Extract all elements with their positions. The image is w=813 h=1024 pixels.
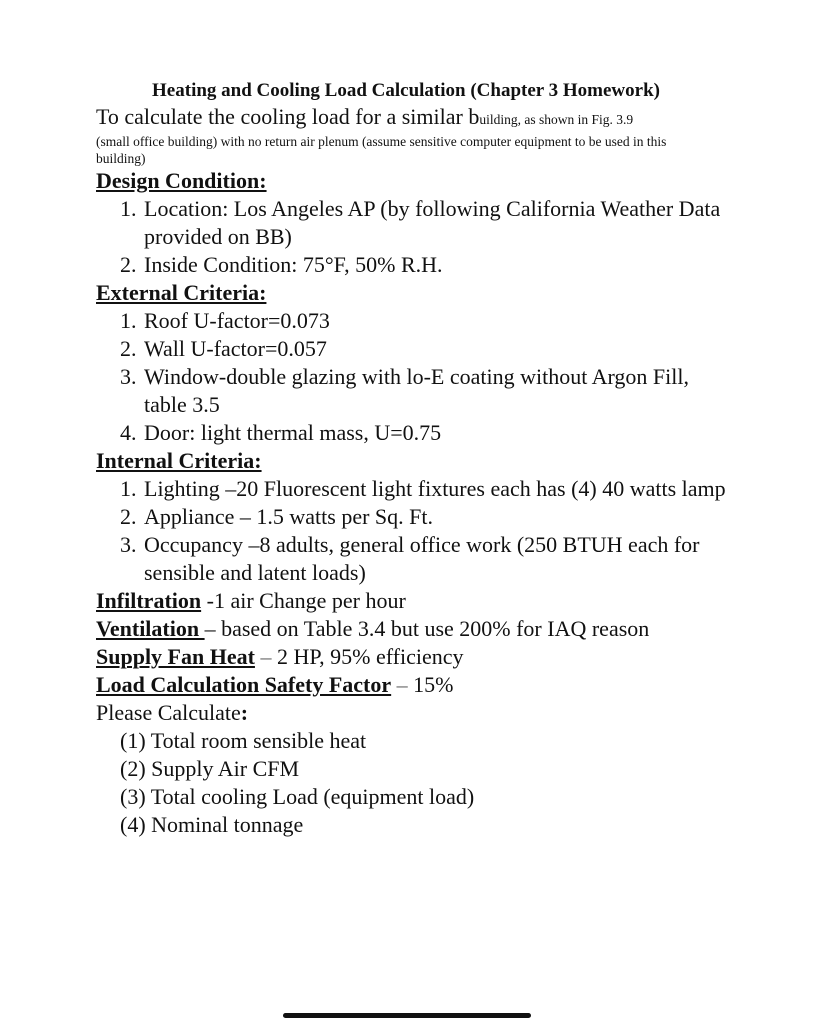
supply-fan-label: Supply Fan Heat xyxy=(96,644,255,669)
supply-fan-line xyxy=(96,643,736,671)
intro-large-text: To calculate the cooling load for a similar b xyxy=(96,104,480,129)
supply-fan-dash: – xyxy=(254,644,277,669)
please-calculate-colon: : xyxy=(240,700,249,725)
intro-rest-text: (small office building) with no return air plenum (assume sensitive computer equipment to be used in this building) xyxy=(96,134,667,166)
list-item xyxy=(96,195,736,251)
list-item xyxy=(96,475,736,503)
list-item-text: Lighting –20 Fluorescent light fixtures each has (4) 40 watts lamp xyxy=(144,476,726,501)
list-item xyxy=(96,251,736,279)
list-item-number: 1. xyxy=(120,196,137,221)
list-item: (4) Nominal tonnage xyxy=(120,812,304,837)
list-item-number: 2. xyxy=(120,252,137,277)
ventilation-line xyxy=(96,615,736,643)
please-calculate-line xyxy=(96,699,736,727)
external-criteria-list xyxy=(96,307,736,447)
list-item xyxy=(96,363,736,419)
list-item-number: 4. xyxy=(120,420,137,445)
list-item-text: Window-double glazing with lo-E coating without Argon Fill, table 3.5 xyxy=(144,364,689,417)
list-item xyxy=(96,419,736,447)
infiltration-text: -1 air Change per hour xyxy=(201,588,406,613)
infiltration-label: Infiltration xyxy=(96,588,202,613)
list-item-text: Door: light thermal mass, U=0.75 xyxy=(144,420,442,445)
safety-factor-text: 15% xyxy=(413,672,454,697)
list-item-text: Wall U-factor=0.057 xyxy=(144,336,327,361)
please-calculate-text: Please Calculate xyxy=(96,700,241,725)
list-item-text: Occupancy –8 adults, general office work (250 BTUH each for sensible and latent loads) xyxy=(144,532,700,585)
list-item-text: Location: Los Angeles AP (by following California Weather Data provided on BB) xyxy=(144,196,721,249)
list-item-number: 2. xyxy=(120,504,137,529)
list-item-text: Roof U-factor=0.073 xyxy=(144,308,330,333)
homework-document xyxy=(96,78,736,839)
intro-small-text: uilding, as shown in Fig. 3.9 xyxy=(479,112,634,127)
list-item: (1) Total room sensible heat xyxy=(120,728,367,753)
list-item xyxy=(96,335,736,363)
list-item-text: Appliance – 1.5 watts per Sq. Ft. xyxy=(144,504,434,529)
list-item: (2) Supply Air CFM xyxy=(120,756,300,781)
internal-criteria-heading: Internal Criteria: xyxy=(96,448,262,473)
infiltration-line xyxy=(96,587,736,615)
ventilation-label: Ventilation xyxy=(96,616,205,641)
safety-factor-label: Load Calculation Safety Factor xyxy=(96,672,392,697)
list-item-number: 3. xyxy=(120,532,137,557)
design-condition-list xyxy=(96,195,736,279)
design-condition-heading: Design Condition: xyxy=(96,168,267,193)
list-item-text: Inside Condition: 75°F, 50% R.H. xyxy=(144,252,443,277)
document-title: Heating and Cooling Load Calculation (Chapter 3 Homework) xyxy=(152,80,660,101)
calculate-list xyxy=(96,727,736,839)
intro-paragraph xyxy=(96,104,736,133)
list-item xyxy=(96,531,736,587)
list-item-number: 3. xyxy=(120,364,137,389)
ventilation-text: – based on Table 3.4 but use 200% for IAQ reason xyxy=(204,616,650,641)
list-item-number: 1. xyxy=(120,476,137,501)
list-item xyxy=(96,307,736,335)
list-item: (3) Total cooling Load (equipment load) xyxy=(120,784,475,809)
safety-factor-dash: – xyxy=(391,672,414,697)
list-item-number: 1. xyxy=(120,308,137,333)
internal-criteria-list xyxy=(96,475,736,587)
list-item xyxy=(96,503,736,531)
home-indicator[interactable] xyxy=(283,1013,531,1018)
list-item-number: 2. xyxy=(120,336,137,361)
supply-fan-text: 2 HP, 95% efficiency xyxy=(276,644,464,669)
external-criteria-heading: External Criteria: xyxy=(96,280,267,305)
safety-factor-line xyxy=(96,671,736,699)
